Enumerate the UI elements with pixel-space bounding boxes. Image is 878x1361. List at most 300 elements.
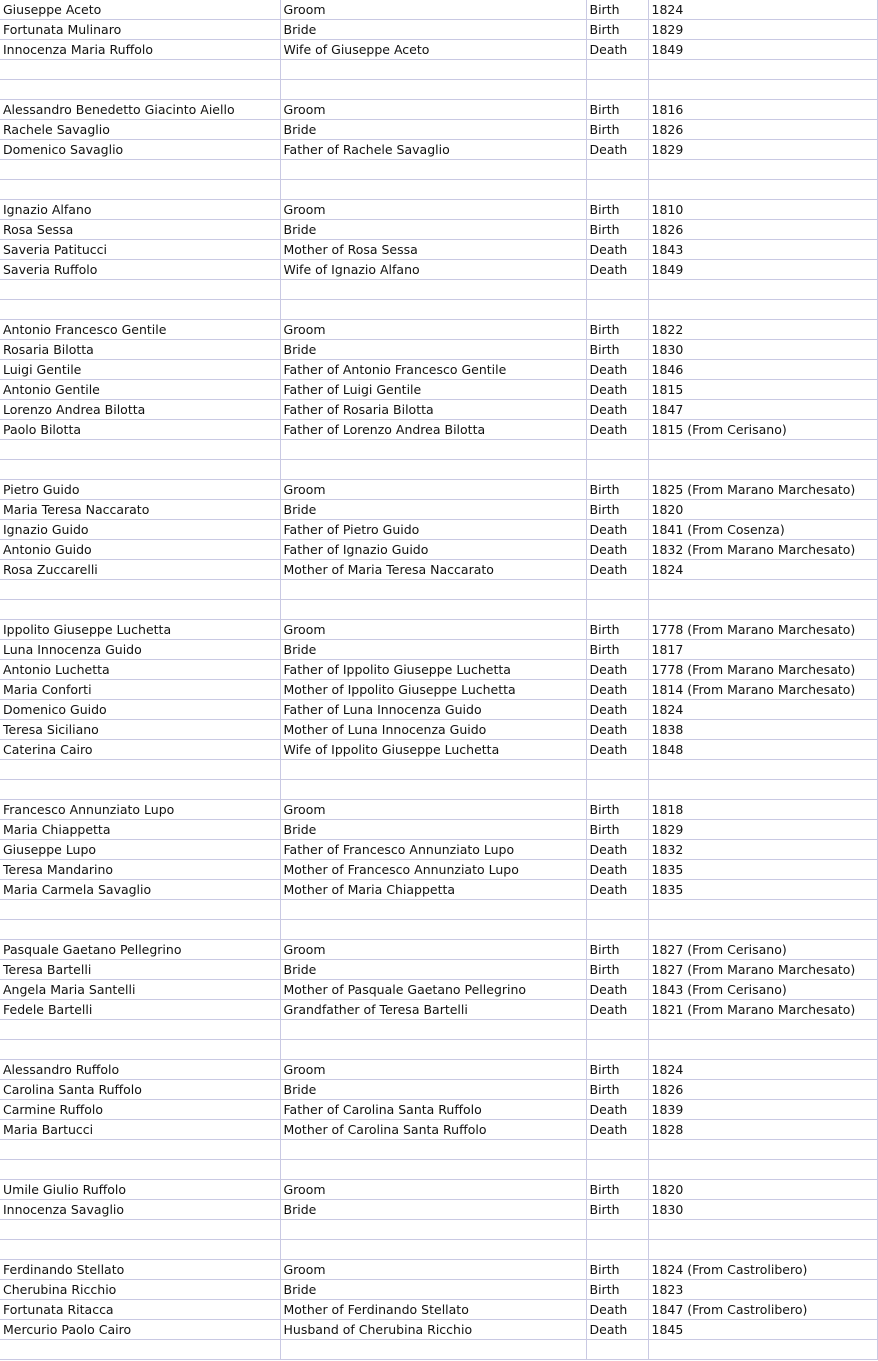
- table-row: [0, 0, 877, 20]
- role-cell[interactable]: Bride: [280, 1200, 586, 1220]
- name-cell[interactable]: Caterina Cairo: [0, 740, 280, 760]
- name-cell[interactable]: Paolo Bilotta: [0, 420, 280, 440]
- name-cell[interactable]: Ferdinando Stellato: [0, 1260, 280, 1280]
- name-cell[interactable]: Lorenzo Andrea Bilotta: [0, 400, 280, 420]
- event-cell[interactable]: Death: [586, 140, 648, 160]
- year-cell[interactable]: 1824 (From Castrolibero): [648, 1260, 877, 1280]
- table-row: [0, 660, 877, 680]
- role-cell[interactable]: [280, 1140, 586, 1160]
- role-cell[interactable]: Father of Francesco Annunziato Lupo: [280, 840, 586, 860]
- name-cell[interactable]: Alessandro Benedetto Giacinto Aiello: [0, 100, 280, 120]
- name-cell[interactable]: [0, 1140, 280, 1160]
- year-cell[interactable]: 1823: [648, 1280, 877, 1300]
- year-cell[interactable]: 1778 (From Marano Marchesato): [648, 660, 877, 680]
- name-cell[interactable]: Mercurio Paolo Cairo: [0, 1320, 280, 1340]
- event-cell[interactable]: Death: [586, 380, 648, 400]
- table-row: [0, 380, 877, 400]
- name-cell[interactable]: [0, 1220, 280, 1240]
- year-cell[interactable]: 1838: [648, 720, 877, 740]
- event-cell[interactable]: [586, 1220, 648, 1240]
- role-cell[interactable]: Groom: [280, 480, 586, 500]
- table-row: [0, 200, 877, 220]
- name-cell[interactable]: Fortunata Ritacca: [0, 1300, 280, 1320]
- year-cell[interactable]: 1820: [648, 1180, 877, 1200]
- name-cell[interactable]: Rachele Savaglio: [0, 120, 280, 140]
- role-cell[interactable]: Groom: [280, 800, 586, 820]
- role-cell[interactable]: Mother of Maria Chiappetta: [280, 880, 586, 900]
- role-cell[interactable]: [280, 580, 586, 600]
- year-cell[interactable]: 1826: [648, 1080, 877, 1100]
- name-cell[interactable]: [0, 1160, 280, 1180]
- table-row: [0, 1040, 877, 1060]
- role-cell[interactable]: [280, 760, 586, 780]
- role-cell[interactable]: [280, 280, 586, 300]
- role-cell[interactable]: Husband of Cherubina Ricchio: [280, 1320, 586, 1340]
- name-cell[interactable]: Innocenza Maria Ruffolo: [0, 40, 280, 60]
- year-cell[interactable]: [648, 180, 877, 200]
- role-cell[interactable]: Wife of Ippolito Giuseppe Luchetta: [280, 740, 586, 760]
- year-cell[interactable]: 1832: [648, 840, 877, 860]
- name-cell[interactable]: Francesco Annunziato Lupo: [0, 800, 280, 820]
- year-cell[interactable]: 1815 (From Cerisano): [648, 420, 877, 440]
- year-cell[interactable]: 1778 (From Marano Marchesato): [648, 620, 877, 640]
- year-cell[interactable]: 1817: [648, 640, 877, 660]
- name-cell[interactable]: [0, 600, 280, 620]
- event-cell[interactable]: [586, 1140, 648, 1160]
- year-cell[interactable]: [648, 60, 877, 80]
- year-cell[interactable]: 1824: [648, 700, 877, 720]
- year-cell[interactable]: 1830: [648, 340, 877, 360]
- role-cell[interactable]: Mother of Pasquale Gaetano Pellegrino: [280, 980, 586, 1000]
- role-cell[interactable]: Father of Ignazio Guido: [280, 540, 586, 560]
- year-cell[interactable]: 1843 (From Cerisano): [648, 980, 877, 1000]
- year-cell[interactable]: 1815: [648, 380, 877, 400]
- event-cell[interactable]: Birth: [586, 620, 648, 640]
- name-cell[interactable]: Alessandro Ruffolo: [0, 1060, 280, 1080]
- role-cell[interactable]: [280, 440, 586, 460]
- name-cell[interactable]: [0, 280, 280, 300]
- event-cell[interactable]: Death: [586, 360, 648, 380]
- event-cell[interactable]: [586, 300, 648, 320]
- event-cell[interactable]: [586, 180, 648, 200]
- year-cell[interactable]: 1847: [648, 400, 877, 420]
- year-cell[interactable]: [648, 1020, 877, 1040]
- name-cell[interactable]: Antonio Luchetta: [0, 660, 280, 680]
- name-cell[interactable]: Angela Maria Santelli: [0, 980, 280, 1000]
- event-cell[interactable]: Birth: [586, 960, 648, 980]
- event-cell[interactable]: [586, 1340, 648, 1360]
- role-cell[interactable]: Father of Carolina Santa Ruffolo: [280, 1100, 586, 1120]
- name-cell[interactable]: Umile Giulio Ruffolo: [0, 1180, 280, 1200]
- event-cell[interactable]: Birth: [586, 100, 648, 120]
- name-cell[interactable]: Luigi Gentile: [0, 360, 280, 380]
- table-row: [0, 820, 877, 840]
- role-cell[interactable]: Bride: [280, 220, 586, 240]
- year-cell[interactable]: 1849: [648, 260, 877, 280]
- event-cell[interactable]: [586, 80, 648, 100]
- year-cell[interactable]: [648, 280, 877, 300]
- event-cell[interactable]: Death: [586, 1320, 648, 1340]
- year-cell[interactable]: [648, 1220, 877, 1240]
- table-row: [0, 580, 877, 600]
- event-cell[interactable]: [586, 600, 648, 620]
- role-cell[interactable]: [280, 60, 586, 80]
- year-cell[interactable]: [648, 160, 877, 180]
- name-cell[interactable]: [0, 1240, 280, 1260]
- name-cell[interactable]: Maria Conforti: [0, 680, 280, 700]
- event-cell[interactable]: Death: [586, 880, 648, 900]
- role-cell[interactable]: Father of Luna Innocenza Guido: [280, 700, 586, 720]
- event-cell[interactable]: Birth: [586, 0, 648, 20]
- event-cell[interactable]: [586, 440, 648, 460]
- table-row: [0, 420, 877, 440]
- role-cell[interactable]: [280, 80, 586, 100]
- table-row: [0, 860, 877, 880]
- name-cell[interactable]: [0, 1020, 280, 1040]
- event-cell[interactable]: Birth: [586, 220, 648, 240]
- role-cell[interactable]: [280, 1240, 586, 1260]
- name-cell[interactable]: Saveria Patitucci: [0, 240, 280, 260]
- table-row: [0, 1280, 877, 1300]
- event-cell[interactable]: Birth: [586, 20, 648, 40]
- table-row: [0, 60, 877, 80]
- year-cell[interactable]: [648, 600, 877, 620]
- name-cell[interactable]: [0, 1340, 280, 1360]
- role-cell[interactable]: Mother of Francesco Annunziato Lupo: [280, 860, 586, 880]
- event-cell[interactable]: Death: [586, 240, 648, 260]
- year-cell[interactable]: [648, 780, 877, 800]
- event-cell[interactable]: Death: [586, 980, 648, 1000]
- year-cell[interactable]: 1839: [648, 1100, 877, 1120]
- year-cell[interactable]: 1824: [648, 560, 877, 580]
- year-cell[interactable]: [648, 580, 877, 600]
- name-cell[interactable]: Innocenza Savaglio: [0, 1200, 280, 1220]
- role-cell[interactable]: Bride: [280, 1280, 586, 1300]
- role-cell[interactable]: Father of Rosaria Bilotta: [280, 400, 586, 420]
- event-cell[interactable]: Birth: [586, 200, 648, 220]
- event-cell[interactable]: Birth: [586, 480, 648, 500]
- year-cell[interactable]: 1829: [648, 20, 877, 40]
- name-cell[interactable]: [0, 760, 280, 780]
- role-cell[interactable]: Groom: [280, 0, 586, 20]
- year-cell[interactable]: 1827 (From Cerisano): [648, 940, 877, 960]
- name-cell[interactable]: Teresa Bartelli: [0, 960, 280, 980]
- table-row: [0, 80, 877, 100]
- table-row: [0, 840, 877, 860]
- role-cell[interactable]: Father of Pietro Guido: [280, 520, 586, 540]
- name-cell[interactable]: Cherubina Ricchio: [0, 1280, 280, 1300]
- name-cell[interactable]: Teresa Mandarino: [0, 860, 280, 880]
- name-cell[interactable]: Ippolito Giuseppe Luchetta: [0, 620, 280, 640]
- name-cell[interactable]: [0, 460, 280, 480]
- name-cell[interactable]: Antonio Francesco Gentile: [0, 320, 280, 340]
- table-row: [0, 1060, 877, 1080]
- event-cell[interactable]: Death: [586, 520, 648, 540]
- year-cell[interactable]: 1832 (From Marano Marchesato): [648, 540, 877, 560]
- event-cell[interactable]: Birth: [586, 1080, 648, 1100]
- event-cell[interactable]: Death: [586, 1120, 648, 1140]
- name-cell[interactable]: [0, 160, 280, 180]
- year-cell[interactable]: 1830: [648, 1200, 877, 1220]
- year-cell[interactable]: 1835: [648, 880, 877, 900]
- role-cell[interactable]: Mother of Ippolito Giuseppe Luchetta: [280, 680, 586, 700]
- name-cell[interactable]: Antonio Guido: [0, 540, 280, 560]
- year-cell[interactable]: 1816: [648, 100, 877, 120]
- name-cell[interactable]: Saveria Ruffolo: [0, 260, 280, 280]
- role-cell[interactable]: [280, 180, 586, 200]
- event-cell[interactable]: Death: [586, 420, 648, 440]
- name-cell[interactable]: Rosa Sessa: [0, 220, 280, 240]
- name-cell[interactable]: [0, 580, 280, 600]
- name-cell[interactable]: Rosa Zuccarelli: [0, 560, 280, 580]
- role-cell[interactable]: Bride: [280, 640, 586, 660]
- role-cell[interactable]: Groom: [280, 320, 586, 340]
- table-row: [0, 1220, 877, 1240]
- event-cell[interactable]: Birth: [586, 640, 648, 660]
- role-cell[interactable]: Groom: [280, 100, 586, 120]
- table-row: [0, 440, 877, 460]
- year-cell[interactable]: 1845: [648, 1320, 877, 1340]
- year-cell[interactable]: [648, 80, 877, 100]
- name-cell[interactable]: Ignazio Guido: [0, 520, 280, 540]
- name-cell[interactable]: Maria Carmela Savaglio: [0, 880, 280, 900]
- role-cell[interactable]: Groom: [280, 940, 586, 960]
- table-row: [0, 1200, 877, 1220]
- year-cell[interactable]: 1847 (From Castrolibero): [648, 1300, 877, 1320]
- year-cell[interactable]: [648, 440, 877, 460]
- event-cell[interactable]: Birth: [586, 1280, 648, 1300]
- role-cell[interactable]: [280, 780, 586, 800]
- year-cell[interactable]: 1829: [648, 820, 877, 840]
- event-cell[interactable]: [586, 580, 648, 600]
- role-cell[interactable]: Father of Ippolito Giuseppe Luchetta: [280, 660, 586, 680]
- event-cell[interactable]: Death: [586, 40, 648, 60]
- name-cell[interactable]: Maria Bartucci: [0, 1120, 280, 1140]
- year-cell[interactable]: 1846: [648, 360, 877, 380]
- name-cell[interactable]: Maria Chiappetta: [0, 820, 280, 840]
- role-cell[interactable]: Groom: [280, 1260, 586, 1280]
- year-cell[interactable]: 1826: [648, 220, 877, 240]
- name-cell[interactable]: Fortunata Mulinaro: [0, 20, 280, 40]
- role-cell[interactable]: [280, 160, 586, 180]
- table-row: [0, 800, 877, 820]
- table-row: [0, 900, 877, 920]
- event-cell[interactable]: Death: [586, 260, 648, 280]
- name-cell[interactable]: Luna Innocenza Guido: [0, 640, 280, 660]
- event-cell[interactable]: Death: [586, 660, 648, 680]
- name-cell[interactable]: [0, 780, 280, 800]
- year-cell[interactable]: [648, 1040, 877, 1060]
- role-cell[interactable]: Grandfather of Teresa Bartelli: [280, 1000, 586, 1020]
- event-cell[interactable]: Death: [586, 400, 648, 420]
- name-cell[interactable]: Pietro Guido: [0, 480, 280, 500]
- table-row: [0, 1180, 877, 1200]
- event-cell[interactable]: Death: [586, 740, 648, 760]
- table-row: [0, 340, 877, 360]
- year-cell[interactable]: 1825 (From Marano Marchesato): [648, 480, 877, 500]
- event-cell[interactable]: Birth: [586, 1060, 648, 1080]
- event-cell[interactable]: Death: [586, 680, 648, 700]
- role-cell[interactable]: Father of Luigi Gentile: [280, 380, 586, 400]
- year-cell[interactable]: 1827 (From Marano Marchesato): [648, 960, 877, 980]
- event-cell[interactable]: Death: [586, 1000, 648, 1020]
- table-row: [0, 460, 877, 480]
- year-cell[interactable]: [648, 1240, 877, 1260]
- role-cell[interactable]: [280, 1020, 586, 1040]
- event-cell[interactable]: Birth: [586, 500, 648, 520]
- year-cell[interactable]: [648, 760, 877, 780]
- role-cell[interactable]: [280, 920, 586, 940]
- event-cell[interactable]: Birth: [586, 800, 648, 820]
- table-row: [0, 640, 877, 660]
- event-cell[interactable]: [586, 1020, 648, 1040]
- event-cell[interactable]: [586, 1240, 648, 1260]
- role-cell[interactable]: Father of Rachele Savaglio: [280, 140, 586, 160]
- event-cell[interactable]: Birth: [586, 1180, 648, 1200]
- role-cell[interactable]: [280, 1160, 586, 1180]
- name-cell[interactable]: Ignazio Alfano: [0, 200, 280, 220]
- event-cell[interactable]: [586, 900, 648, 920]
- name-cell[interactable]: Carmine Ruffolo: [0, 1100, 280, 1120]
- event-cell[interactable]: Death: [586, 1300, 648, 1320]
- name-cell[interactable]: [0, 1040, 280, 1060]
- year-cell[interactable]: [648, 1140, 877, 1160]
- role-cell[interactable]: [280, 1340, 586, 1360]
- role-cell[interactable]: Groom: [280, 200, 586, 220]
- year-cell[interactable]: 1829: [648, 140, 877, 160]
- table-row: [0, 720, 877, 740]
- role-cell[interactable]: [280, 460, 586, 480]
- event-cell[interactable]: Birth: [586, 120, 648, 140]
- role-cell[interactable]: Mother of Ferdinando Stellato: [280, 1300, 586, 1320]
- year-cell[interactable]: 1835: [648, 860, 877, 880]
- event-cell[interactable]: [586, 460, 648, 480]
- role-cell[interactable]: Bride: [280, 960, 586, 980]
- year-cell[interactable]: [648, 1160, 877, 1180]
- role-cell[interactable]: [280, 1040, 586, 1060]
- year-cell[interactable]: 1848: [648, 740, 877, 760]
- name-cell[interactable]: [0, 900, 280, 920]
- role-cell[interactable]: Mother of Maria Teresa Naccarato: [280, 560, 586, 580]
- name-cell[interactable]: Maria Teresa Naccarato: [0, 500, 280, 520]
- event-cell[interactable]: Birth: [586, 320, 648, 340]
- name-cell[interactable]: Fedele Bartelli: [0, 1000, 280, 1020]
- year-cell[interactable]: 1820: [648, 500, 877, 520]
- role-cell[interactable]: [280, 600, 586, 620]
- event-cell[interactable]: Death: [586, 1100, 648, 1120]
- name-cell[interactable]: [0, 60, 280, 80]
- name-cell[interactable]: [0, 440, 280, 460]
- year-cell[interactable]: [648, 300, 877, 320]
- role-cell[interactable]: Bride: [280, 340, 586, 360]
- year-cell[interactable]: [648, 920, 877, 940]
- name-cell[interactable]: Domenico Savaglio: [0, 140, 280, 160]
- event-cell[interactable]: Birth: [586, 940, 648, 960]
- name-cell[interactable]: Pasquale Gaetano Pellegrino: [0, 940, 280, 960]
- role-cell[interactable]: Father of Lorenzo Andrea Bilotta: [280, 420, 586, 440]
- role-cell[interactable]: Bride: [280, 1080, 586, 1100]
- year-cell[interactable]: 1818: [648, 800, 877, 820]
- name-cell[interactable]: Teresa Siciliano: [0, 720, 280, 740]
- year-cell[interactable]: 1843: [648, 240, 877, 260]
- name-cell[interactable]: Rosaria Bilotta: [0, 340, 280, 360]
- year-cell[interactable]: 1822: [648, 320, 877, 340]
- event-cell[interactable]: Death: [586, 720, 648, 740]
- name-cell[interactable]: [0, 180, 280, 200]
- event-cell[interactable]: [586, 1040, 648, 1060]
- name-cell[interactable]: Domenico Guido: [0, 700, 280, 720]
- event-cell[interactable]: [586, 920, 648, 940]
- name-cell[interactable]: Carolina Santa Ruffolo: [0, 1080, 280, 1100]
- year-cell[interactable]: 1849: [648, 40, 877, 60]
- event-cell[interactable]: [586, 760, 648, 780]
- role-cell[interactable]: Wife of Giuseppe Aceto: [280, 40, 586, 60]
- year-cell[interactable]: 1810: [648, 200, 877, 220]
- role-cell[interactable]: Wife of Ignazio Alfano: [280, 260, 586, 280]
- role-cell[interactable]: Bride: [280, 20, 586, 40]
- event-cell[interactable]: Birth: [586, 1260, 648, 1280]
- role-cell[interactable]: [280, 1220, 586, 1240]
- year-cell[interactable]: 1841 (From Cosenza): [648, 520, 877, 540]
- year-cell[interactable]: [648, 460, 877, 480]
- event-cell[interactable]: [586, 160, 648, 180]
- role-cell[interactable]: Mother of Carolina Santa Ruffolo: [280, 1120, 586, 1140]
- event-cell[interactable]: Birth: [586, 340, 648, 360]
- event-cell[interactable]: [586, 60, 648, 80]
- name-cell[interactable]: Giuseppe Lupo: [0, 840, 280, 860]
- event-cell[interactable]: Death: [586, 540, 648, 560]
- year-cell[interactable]: [648, 900, 877, 920]
- year-cell[interactable]: 1824: [648, 1060, 877, 1080]
- name-cell[interactable]: [0, 300, 280, 320]
- event-cell[interactable]: [586, 780, 648, 800]
- role-cell[interactable]: Bride: [280, 500, 586, 520]
- year-cell[interactable]: 1824: [648, 0, 877, 20]
- event-cell[interactable]: Death: [586, 860, 648, 880]
- role-cell[interactable]: [280, 900, 586, 920]
- name-cell[interactable]: Giuseppe Aceto: [0, 0, 280, 20]
- role-cell[interactable]: Bride: [280, 120, 586, 140]
- table-row: [0, 1240, 877, 1260]
- year-cell[interactable]: 1826: [648, 120, 877, 140]
- year-cell[interactable]: 1821 (From Marano Marchesato): [648, 1000, 877, 1020]
- role-cell[interactable]: Mother of Rosa Sessa: [280, 240, 586, 260]
- table-row: [0, 240, 877, 260]
- role-cell[interactable]: Groom: [280, 1180, 586, 1200]
- role-cell[interactable]: Groom: [280, 1060, 586, 1080]
- year-cell[interactable]: 1828: [648, 1120, 877, 1140]
- event-cell[interactable]: Death: [586, 560, 648, 580]
- event-cell[interactable]: Death: [586, 840, 648, 860]
- role-cell[interactable]: Father of Antonio Francesco Gentile: [280, 360, 586, 380]
- table-row: [0, 940, 877, 960]
- role-cell[interactable]: Groom: [280, 620, 586, 640]
- event-cell[interactable]: [586, 280, 648, 300]
- name-cell[interactable]: Antonio Gentile: [0, 380, 280, 400]
- event-cell[interactable]: Death: [586, 700, 648, 720]
- role-cell[interactable]: [280, 300, 586, 320]
- year-cell[interactable]: 1814 (From Marano Marchesato): [648, 680, 877, 700]
- name-cell[interactable]: [0, 920, 280, 940]
- name-cell[interactable]: [0, 80, 280, 100]
- year-cell[interactable]: [648, 1340, 877, 1360]
- role-cell[interactable]: Bride: [280, 820, 586, 840]
- event-cell[interactable]: [586, 1160, 648, 1180]
- role-cell[interactable]: Mother of Luna Innocenza Guido: [280, 720, 586, 740]
- event-cell[interactable]: Birth: [586, 1200, 648, 1220]
- event-cell[interactable]: Birth: [586, 820, 648, 840]
- table-row: [0, 680, 877, 700]
